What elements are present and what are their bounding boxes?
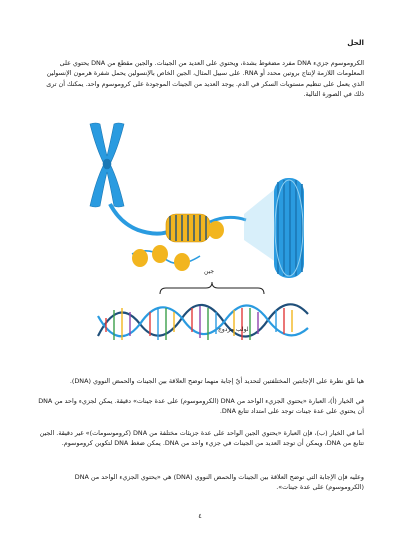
option-b-paragraph: أما في الخيار (ب)، فإن العبارة «يحتوي الجين الواحد على عدة جزيئات مختلفة من DNA (كروموسومات)» غير دقيقة. الجين تتابع من DNA، ويمكن أن توجد العديد من الجينات في جزيء واحد من DNA. يمكن ضغط DNA لتكوين كروموسوم. — [39, 429, 364, 448]
chromosome-dna-figure — [60, 118, 360, 350]
double-helix-label: لولب مزدوج — [218, 326, 249, 333]
chromosome-illustration — [60, 118, 360, 350]
gene-label: جين — [204, 268, 215, 275]
intro-paragraph: الكروموسوم جزيء DNA مفرد مضغوط بشدة، ويحتوي على العديد من الجينات. والجين مقطع من DNA يحتوي على المعلومات اللازمة لإنتاج بروتين محدد أو RNA. على سبيل المثال، الجين الخاص بالإنسولين يحمل شفرة هرمون الإنسولين الذي يعمل على تنظيم مستويات السكر في الدم. يوجد العديد من الجينات الموجودة على كروموسوم واحد. يمكنك أن ترى ذلك في الصورة التالية. — [46, 59, 364, 99]
solution-heading: الحل — [347, 38, 364, 47]
solenoid-coil — [166, 214, 246, 242]
gene-bracket — [160, 282, 264, 294]
page-number: ٤ — [198, 512, 202, 520]
chromatin-fibre — [110, 204, 168, 234]
double-helix — [98, 304, 308, 340]
option-a-paragraph: في الخيار (أ)، العبارة «يحتوي الجزيء الواحد من DNA (الكروموسوم) على عدة جينات» دقيقة. يمكن لجزيء واحد من DNA أن يحتوي على عدة جينات توجد على امتداد تتابع DNA. — [38, 397, 364, 416]
options-paragraph: هيا نلق نظرة على الإجابتين المختلفتين لتحديد أيّ إجابة منهما توضح العلاقة بين الجينات والحمض النووي (DNA). — [69, 377, 364, 385]
conclusion-paragraph: وعليه فإن الإجابة التي توضح العلاقة بين الجينات والحمض النووي (DNA) هي «يحتوي الجزيء الواحد من DNA (الكروموسوم) على عدة جينات». — [74, 473, 364, 492]
supercoiled-chromatin — [244, 178, 304, 278]
chromosome-icon — [90, 123, 124, 207]
